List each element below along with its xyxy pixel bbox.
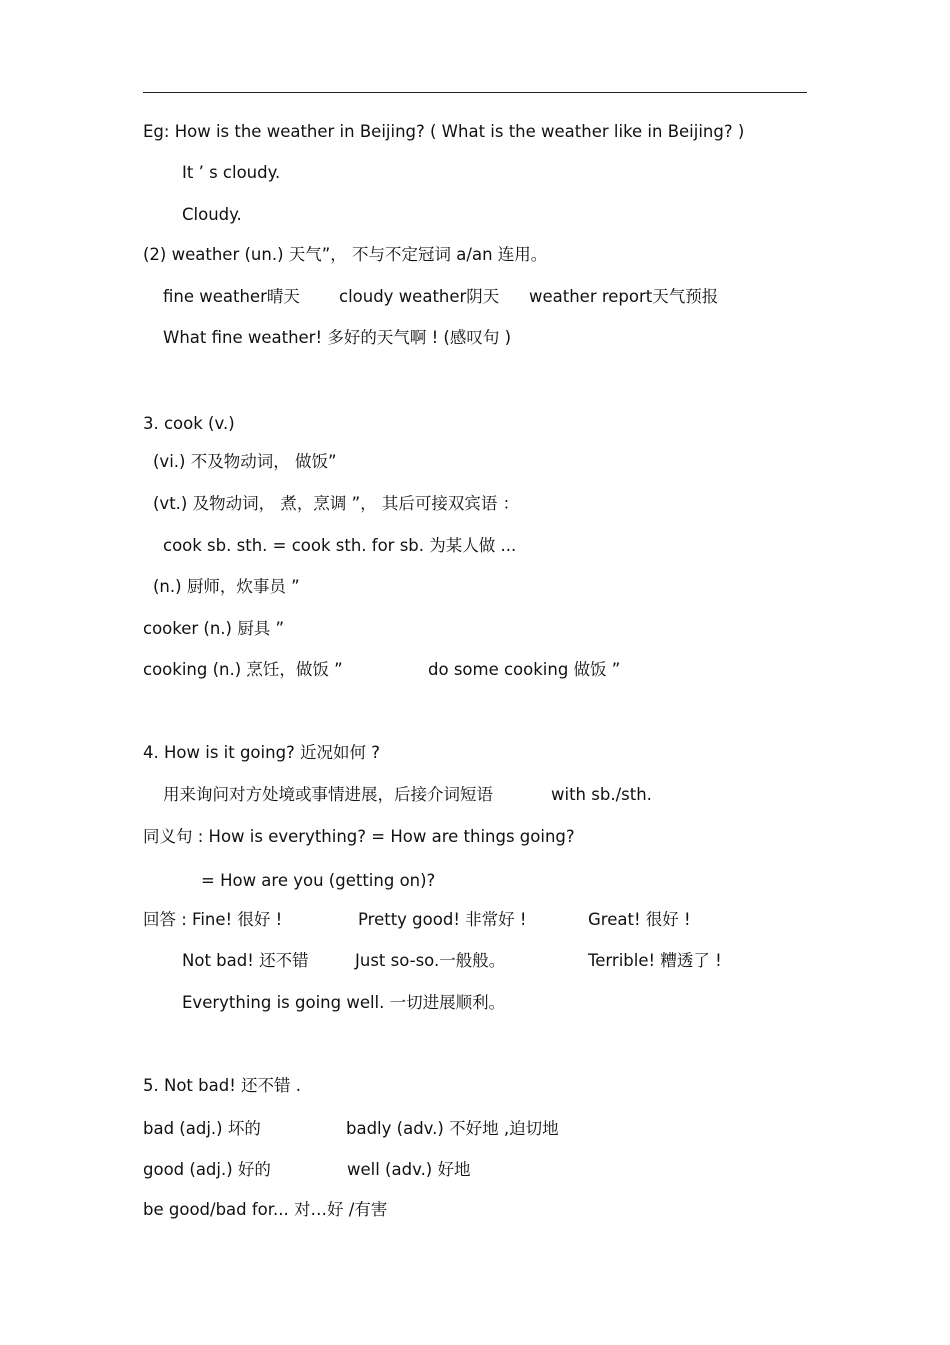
eg-example-question: Eg: How is the weather in Beijing? ( What is the weather like in Beijing? ) [143,122,745,141]
going-synonyms: 同义句 : How is everything? = How are things going? [143,827,575,846]
weather-exclamation: What fine weather! 多好的天气啊 ! (感叹句 ) [163,328,512,347]
answers-row-1-part-2: Pretty good! 非常好 ! [358,910,527,929]
cooker-noun: cooker (n.) 厨具 ” [143,619,285,638]
going-heading: 4. How is it going? 近况如何 ? [143,743,381,762]
weather-uncountable-note: (2) weather (un.) 天气”， 不与不定冠词 a/an 连用。 [143,245,548,264]
answers-row-2-part-1: Not bad! 还不错 [182,951,309,970]
going-usage-part-1: 用来询问对方处境或事情进展，后接介词短语 [163,785,493,804]
answers-row-1-part-3: Great! 很好 ! [588,910,691,929]
weather-phrases-part-2: cloudy weather阴天 [339,287,500,306]
weather-phrases-part-1: fine weather晴天 [163,287,300,306]
good-well-part-2: well (adv.) 好地 [347,1160,471,1179]
cooking-noun-part-1: cooking (n.) 烹饪，做饭 ” [143,660,343,679]
cook-vi: (vi.) 不及物动词， 做饭” [153,452,337,471]
weather-phrases-part-3: weather report天气预报 [529,287,719,306]
header-rule [143,92,807,93]
bad-badly-part-1: bad (adj.) 坏的 [143,1119,261,1138]
notbad-heading: 5. Not bad! 还不错 . [143,1076,302,1095]
good-bad-for: be good/bad for... 对…好 /有害 [143,1200,388,1219]
cook-double-object: cook sb. sth. = cook sth. for sb. 为某人做 ... [163,536,517,555]
answers-row-1-part-1: 回答 : Fine! 很好 ! [143,910,283,929]
cook-heading: 3. cook (v.) [143,414,235,433]
answers-row-3: Everything is going well. 一切进展顺利。 [182,993,506,1012]
going-usage-part-2: with sb./sth. [551,785,652,804]
answers-row-2-part-2: Just so-so.一般般。 [355,951,506,970]
cook-vt: (vt.) 及物动词， 煮，烹调 ”， 其后可接双宾语 ： [153,494,520,513]
answers-row-2-part-3: Terrible! 糟透了 ! [588,951,722,970]
eg-answer-cloudy-short: Cloudy. [182,205,242,224]
cook-noun: (n.) 厨师，炊事员 ” [153,577,300,596]
good-well-part-1: good (adj.) 好的 [143,1160,271,1179]
going-synonym-2: = How are you (getting on)? [201,871,436,890]
bad-badly-part-2: badly (adv.) 不好地 ,迫切地 [346,1119,559,1138]
cooking-noun-part-2: do some cooking 做饭 ” [428,660,621,679]
eg-answer-cloudy-full: It ’ s cloudy. [182,163,281,182]
